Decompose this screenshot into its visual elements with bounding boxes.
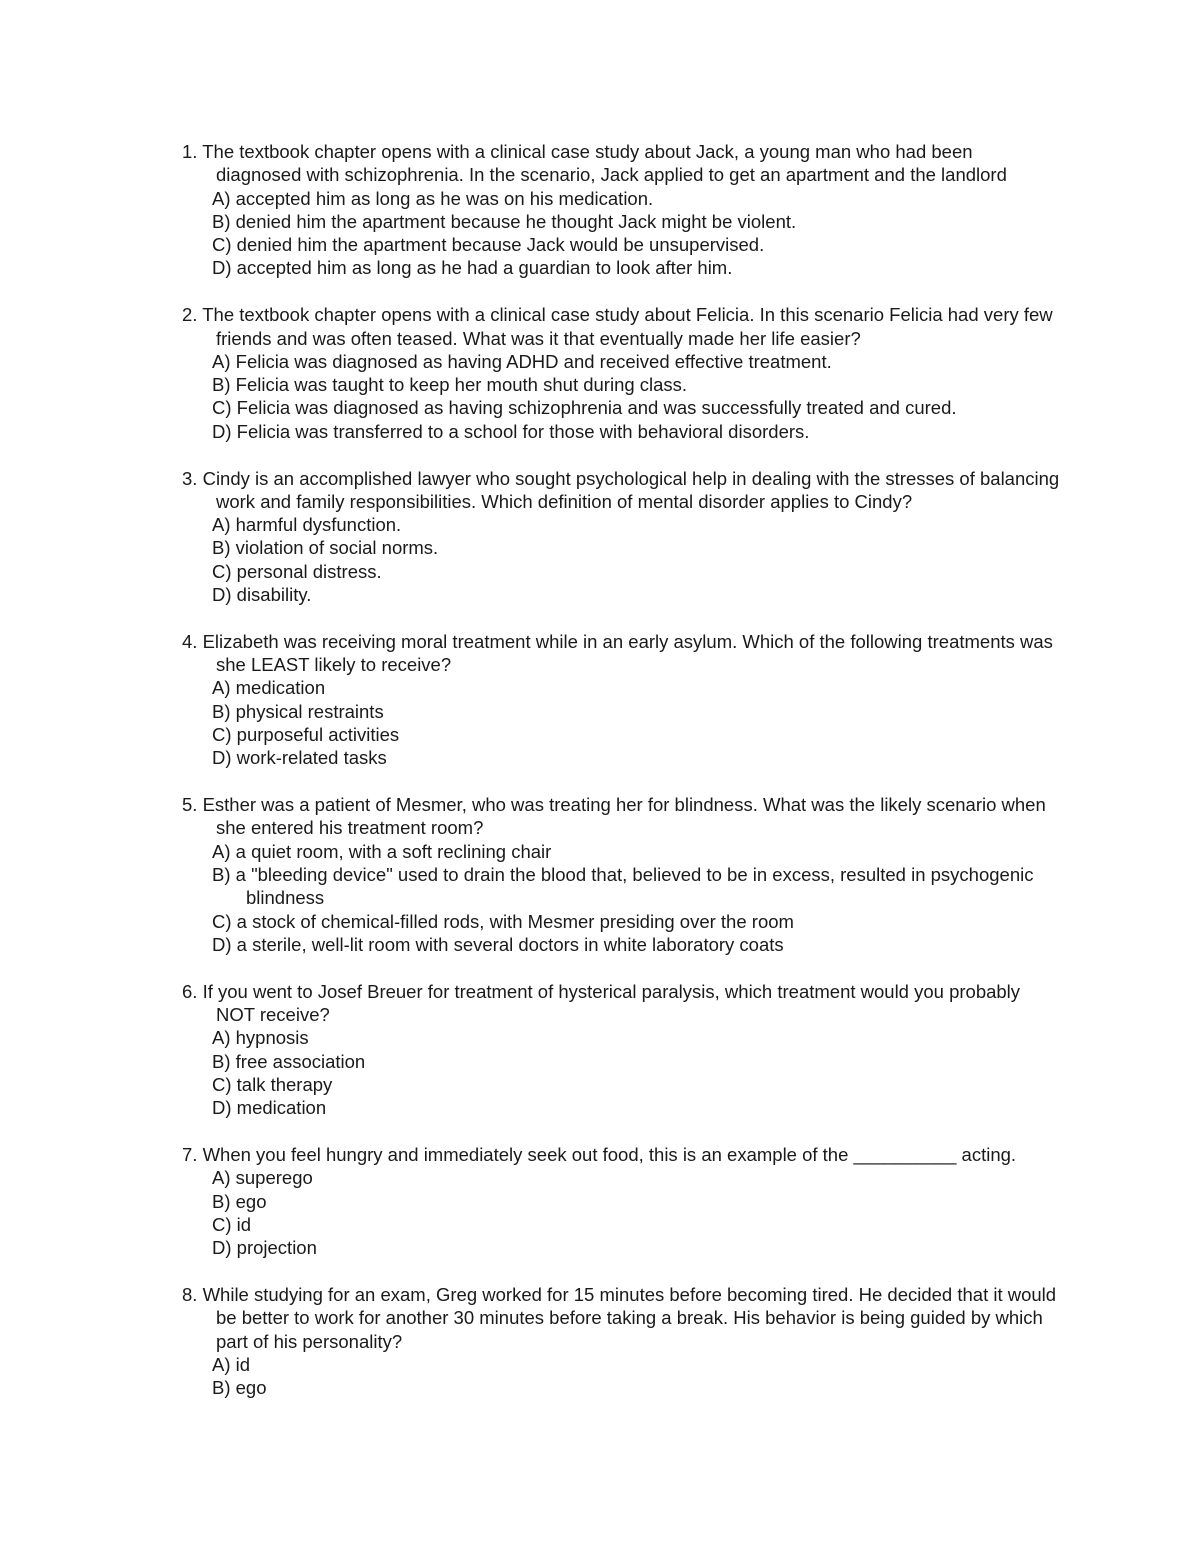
answer-option-b: B) ego	[212, 1377, 267, 1399]
answer-option-d: D) Felicia was transferred to a school for those with behavioral disorders.	[212, 420, 810, 442]
question-number: 2.	[182, 304, 198, 326]
question-text: While studying for an exam, Greg worked for 15 minutes before becoming tired. He decided that it would be better to work for another 30 minutes before taking a break. His behavior is being guided by which part of his personality?	[202, 1283, 1057, 1352]
question-number: 8.	[182, 1283, 198, 1305]
question-stem	[182, 630, 1062, 677]
question-stem	[182, 980, 1062, 1027]
answer-option-c: C) purposeful activities	[212, 724, 400, 746]
answer-option-c: C) id	[212, 1213, 252, 1235]
question-text: Cindy is an accomplished lawyer who sought psychological help in dealing with the stresses of balancing work and family responsibilities. Which definition of mental disorder applies to Cindy?	[202, 467, 1060, 512]
question-number: 6.	[182, 980, 198, 1002]
question-4	[182, 630, 1062, 770]
answer-option-a: A) hypnosis	[212, 1027, 309, 1049]
answer-options	[182, 513, 1062, 606]
answer-option-a: A) medication	[212, 677, 326, 699]
answer-option-c: C) a stock of chemical-filled rods, with Mesmer presiding over the room	[212, 910, 794, 932]
question-number: 4.	[182, 630, 198, 652]
answer-options	[182, 1026, 1062, 1119]
answer-option-a: A) Felicia was diagnosed as having ADHD and received effective treatment.	[212, 350, 832, 372]
answer-option-a: A) superego	[212, 1167, 313, 1189]
question-5	[182, 793, 1062, 956]
question-text: The textbook chapter opens with a clinical case study about Jack, a young man who had been diagnosed with schizophrenia. In the scenario, Jack applied to get an apartment and the landlord	[202, 141, 1007, 186]
answer-option-d: D) work-related tasks	[212, 747, 387, 769]
question-number: 7.	[182, 1143, 198, 1165]
answer-option-d: D) projection	[212, 1237, 317, 1259]
answer-option-a: A) harmful dysfunction.	[212, 514, 402, 536]
answer-option-b: B) ego	[212, 1190, 267, 1212]
question-number: 1.	[182, 141, 198, 162]
answer-options	[182, 1166, 1062, 1259]
question-text: Esther was a patient of Mesmer, who was treating her for blindness. What was the likely scenario when she entered his treatment room?	[202, 794, 1046, 839]
answer-options	[182, 840, 1062, 956]
answer-options	[182, 350, 1062, 443]
answer-option-b: B) violation of social norms.	[212, 537, 439, 559]
question-stem	[182, 1283, 1062, 1353]
question-number: 3.	[182, 467, 198, 489]
answer-option-a: A) accepted him as long as he was on his medication.	[212, 187, 654, 209]
question-8	[182, 1283, 1062, 1399]
question-stem	[182, 140, 1062, 187]
answer-option-a: A) a quiet room, with a soft reclining chair	[212, 840, 552, 862]
question-1	[182, 140, 1062, 280]
answer-option-a: A) id	[212, 1353, 251, 1375]
answer-option-b: B) a "bleeding device" used to drain the blood that, believed to be in excess, resulted in psychogenic blindness	[212, 864, 1034, 909]
answer-option-d: D) a sterile, well-lit room with several doctors in white laboratory coats	[212, 933, 784, 955]
answer-option-d: D) disability.	[212, 584, 312, 606]
question-6	[182, 980, 1062, 1120]
question-3	[182, 467, 1062, 607]
answer-option-b: B) denied him the apartment because he thought Jack might be violent.	[212, 210, 797, 232]
answer-option-c: C) talk therapy	[212, 1073, 333, 1095]
question-text: The textbook chapter opens with a clinical case study about Felicia. In this scenario Felicia had very few friends and was often teased. What was it that eventually made her life easier?	[202, 304, 1053, 349]
answer-option-c: C) denied him the apartment because Jack would be unsupervised.	[212, 234, 765, 256]
answer-option-b: B) free association	[212, 1050, 366, 1072]
question-number: 5.	[182, 794, 198, 816]
question-stem	[182, 793, 1062, 840]
answer-option-b: B) Felicia was taught to keep her mouth shut during class.	[212, 374, 688, 396]
question-7	[182, 1143, 1062, 1259]
answer-option-d: D) medication	[212, 1097, 327, 1119]
answer-option-d: D) accepted him as long as he had a guardian to look after him.	[212, 257, 733, 279]
question-text: If you went to Josef Breuer for treatment of hysterical paralysis, which treatment would you probably NOT receive?	[202, 980, 1021, 1025]
answer-option-c: C) personal distress.	[212, 560, 382, 582]
answer-options	[182, 676, 1062, 769]
question-text: Elizabeth was receiving moral treatment while in an early asylum. Which of the following treatments was she LEAST likely to receive?	[202, 630, 1053, 676]
answer-option-c: C) Felicia was diagnosed as having schizophrenia and was successfully treated and cured.	[212, 397, 957, 419]
question-2	[182, 303, 1062, 443]
answer-options	[182, 1353, 1062, 1400]
question-stem	[182, 303, 1062, 350]
question-stem	[182, 1143, 1062, 1166]
answer-option-b: B) physical restraints	[212, 700, 384, 722]
answer-options	[182, 187, 1062, 280]
question-text: When you feel hungry and immediately seek out food, this is an example of the __________ acting.	[202, 1143, 1017, 1165]
question-stem	[182, 467, 1062, 514]
question-list	[182, 140, 1062, 1423]
